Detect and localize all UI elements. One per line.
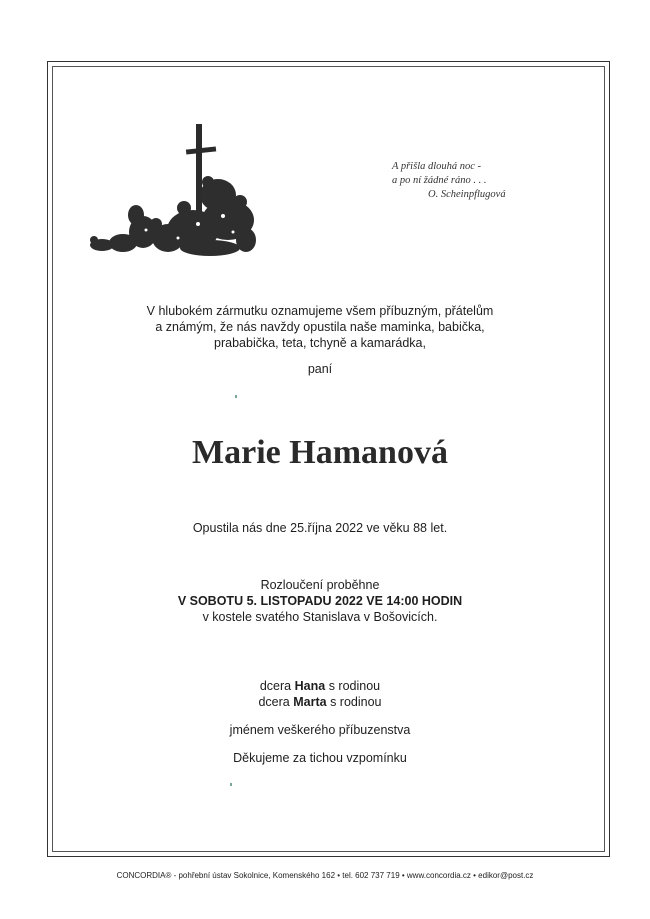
intro-line-2: a známým, že nás navždy opustila naše maminka, babička, xyxy=(155,320,485,334)
footer-funeral-service: CONCORDIA® - pohřební ústav Sokolnice, Komenského 162 • tel. 602 737 719 • www.concordia.cz • edikor@post.cz xyxy=(116,871,534,880)
family-relation: dcera xyxy=(259,679,292,693)
farewell-location: v kostele svatého Stanislava v Bošovicích. xyxy=(202,610,438,624)
intro-text xyxy=(60,303,580,351)
deceased-name: Marie Hamanová xyxy=(192,434,448,471)
family-name: Marta xyxy=(293,695,327,709)
family-relation: dcera xyxy=(258,695,290,709)
scan-speck xyxy=(235,395,237,398)
intro-line-3: prababička, teta, tchyně a kamarádka, xyxy=(214,336,426,350)
intro-line-1: V hlubokém zármutku oznamujeme všem příbuzným, přátelům xyxy=(146,304,494,318)
family-list xyxy=(60,678,580,710)
family-suffix: s rodinou xyxy=(330,695,382,709)
quote-line-2: a po ní žádné ráno . . . xyxy=(392,175,487,186)
family-suffix: s rodinou xyxy=(328,679,381,693)
farewell-info xyxy=(60,577,580,625)
salutation: paní xyxy=(307,362,333,376)
thanks-text: Děkujeme za tichou vzpomínku xyxy=(233,751,407,765)
on-behalf-text: jménem veškerého příbuzenstva xyxy=(229,723,411,737)
death-notice: Opustila nás dne 25.října 2022 ve věku 88 let. xyxy=(192,521,448,535)
quote-author: O. Scheinpflugová xyxy=(428,189,506,200)
cross-with-bushes-illustration xyxy=(88,120,258,260)
quote-line-1: A přišla dlouhá noc - xyxy=(392,161,482,172)
family-name: Hana xyxy=(294,679,326,693)
farewell-line-1: Rozloučení proběhne xyxy=(260,578,380,592)
family-member xyxy=(60,694,580,710)
family-member xyxy=(60,678,580,694)
farewell-date-time: V SOBOTU 5. LISTOPADU 2022 VE 14:00 HODIN xyxy=(177,594,463,608)
quote xyxy=(392,160,542,202)
scan-speck xyxy=(230,783,232,786)
